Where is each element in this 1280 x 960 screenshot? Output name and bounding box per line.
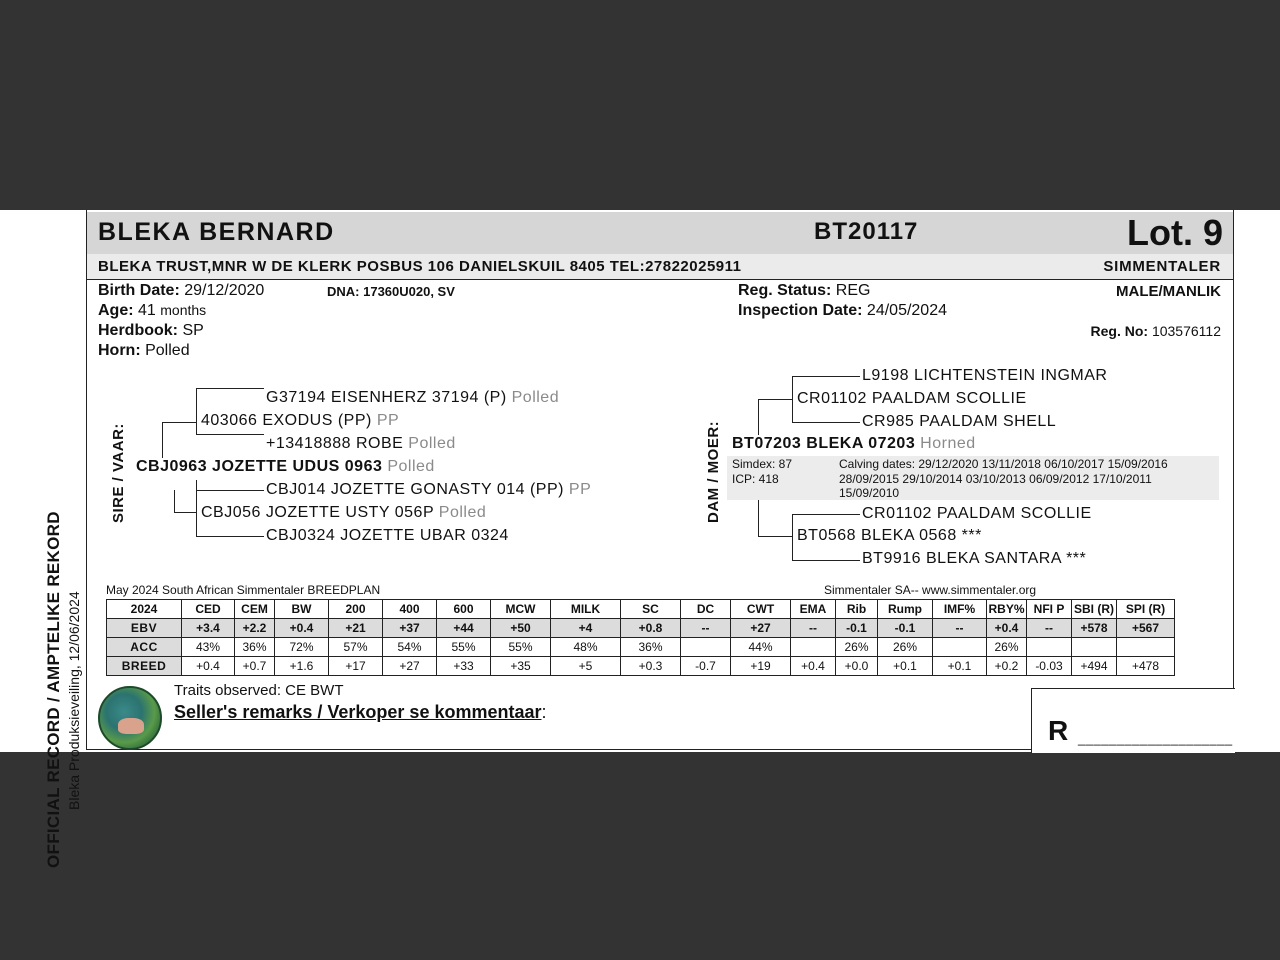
ebv-header-cell: CEM [235, 600, 275, 619]
dna-info: DNA: 17360U020, SV [327, 284, 455, 299]
ebv-header-cell: MCW [491, 600, 551, 619]
breed-name: SIMMENTALER [1103, 258, 1221, 275]
sire-sire [201, 412, 399, 430]
sire-dam [201, 504, 486, 522]
ebv-header-cell: 2024 [107, 600, 182, 619]
ebv-cell [791, 638, 836, 657]
ebv-header-cell: RBY% [987, 600, 1027, 619]
inspection-date [738, 302, 947, 320]
sire-sire-sire-horn: Polled [511, 389, 560, 406]
traits-observed: Traits observed: CE BWT [174, 682, 344, 699]
birth-date [98, 282, 264, 300]
owner-details: BLEKA TRUST,MNR W DE KLERK POSBUS 106 DANIELSKUIL 8405 TEL:27822025911 [98, 258, 742, 275]
ebv-header-cell: CED [182, 600, 235, 619]
official-record-label: OFFICIAL RECORD / AMPTELIKE REKORD [44, 511, 63, 868]
ebv-header-cell: SBI (R) [1072, 600, 1117, 619]
price-box [1031, 688, 1235, 753]
ebv-cell: +44 [437, 619, 491, 638]
dam-sire: CR01102 PAALDAM SCOLLIE [797, 390, 1027, 407]
dam-name: BT07203 BLEKA 07203 [732, 435, 916, 452]
ebv-cell: +3.4 [182, 619, 235, 638]
sire-sire-dam-horn: Polled [408, 435, 456, 452]
ebv-cell [1027, 638, 1072, 657]
sire-name: CBJ0963 JOZETTE UDUS 0963 [136, 458, 383, 475]
horn-status [98, 342, 190, 360]
inspection-date-label: Inspection Date: [738, 302, 863, 319]
ebv-header-cell: 200 [329, 600, 383, 619]
ebv-header-cell: IMF% [933, 600, 987, 619]
lot-number: Lot. 9 [1127, 212, 1223, 253]
dam-dam: BT0568 BLEKA 0568 *** [797, 527, 982, 544]
ebv-cell: +0.4 [182, 657, 235, 676]
ebv-cell: +33 [437, 657, 491, 676]
sex: MALE/MANLIK [1116, 283, 1221, 300]
ebv-cell: +35 [491, 657, 551, 676]
ebv-cell [1072, 638, 1117, 657]
ebv-cell: -- [791, 619, 836, 638]
sire-dam-name: CBJ056 JOZETTE USTY 056P [201, 504, 434, 521]
ebv-cell [933, 638, 987, 657]
ebv-cell: 26% [878, 638, 933, 657]
simmentaler-sa-logo [98, 686, 162, 750]
ebv-header-cell: SPI (R) [1117, 600, 1175, 619]
ebv-cell: +0.3 [621, 657, 681, 676]
ebv-cell [1117, 638, 1175, 657]
ebv-header-cell: EMA [791, 600, 836, 619]
reg-number-label: Reg. No: [1090, 323, 1149, 339]
ebv-cell: 72% [275, 638, 329, 657]
ebv-cell: 44% [731, 638, 791, 657]
dam-sire-sire: L9198 LICHTENSTEIN INGMAR [862, 367, 1108, 384]
ebv-cell: +50 [491, 619, 551, 638]
sire-sire-dam [266, 435, 456, 453]
age-value: 41 [138, 302, 156, 319]
ebv-cell: +0.4 [275, 619, 329, 638]
ebv-cell: 57% [329, 638, 383, 657]
reg-number-value: 103576112 [1151, 323, 1221, 339]
ebv-cell: 36% [235, 638, 275, 657]
dam-dam-sire: CR01102 PAALDAM SCOLLIE [862, 505, 1092, 522]
sale-name-date: Bleka Produksieveiling, 12/06/2024 [66, 591, 82, 810]
sire-horn: Polled [387, 458, 435, 475]
ebv-header-cell: SC [621, 600, 681, 619]
ebv-cell: 54% [383, 638, 437, 657]
ebv-cell: +21 [329, 619, 383, 638]
ebv-header-cell: 400 [383, 600, 437, 619]
ebv-cell: -0.03 [1027, 657, 1072, 676]
ebv-cell: +0.2 [987, 657, 1027, 676]
ebv-cell: +494 [1072, 657, 1117, 676]
sire-section-label: SIRE / VAAR: [110, 423, 127, 523]
ebv-cell: +0.1 [878, 657, 933, 676]
ebv-cell: +0.0 [836, 657, 878, 676]
breedplan-source: May 2024 South African Simmentaler BREEDPLAN [106, 583, 381, 597]
ebv-cell: +19 [731, 657, 791, 676]
ebv-cell: 55% [437, 638, 491, 657]
dam-performance-box [727, 456, 1219, 500]
ebv-cell: +567 [1117, 619, 1175, 638]
ebv-header-cell: 600 [437, 600, 491, 619]
ebv-cell: -- [933, 619, 987, 638]
ebv-cell: +1.6 [275, 657, 329, 676]
reg-status-value: REG [835, 282, 871, 299]
calving-dates-line-3: 15/09/2010 [839, 486, 900, 500]
sire-sire-horn: PP [376, 412, 400, 429]
inspection-date-value: 24/05/2024 [866, 302, 947, 319]
simmentaler-website: Simmentaler SA-- www.simmentaler.org [824, 583, 1037, 597]
ebv-cell: +0.4 [791, 657, 836, 676]
lot-record-card [0, 210, 1280, 868]
sire-sire-dam-name: +13418888 ROBE [266, 435, 404, 452]
ebv-cell: 43% [182, 638, 235, 657]
ebv-header-cell: Rib [836, 600, 878, 619]
ebv-cell: +0.1 [933, 657, 987, 676]
reg-status-label: Reg. Status: [738, 282, 832, 299]
dam [732, 435, 976, 453]
ebv-cell: -0.1 [836, 619, 878, 638]
calving-dates-line-1: Calving dates: 29/12/2020 13/11/2018 06/10/2017 15/09/2016 [839, 457, 1168, 471]
dam-section-label: DAM / MOER: [705, 420, 722, 523]
icp: ICP: 418 [732, 472, 779, 486]
ebv-cell: 36% [621, 638, 681, 657]
ebv-row-label: EBV [107, 619, 182, 638]
seller-remarks-colon: : [541, 702, 547, 722]
herdbook [98, 322, 204, 340]
seller-remarks [174, 702, 547, 723]
sire-sire-sire-name: G37194 EISENHERZ 37194 (P) [266, 389, 507, 406]
ebv-header-cell: CWT [731, 600, 791, 619]
herdbook-value: SP [182, 322, 204, 339]
ebv-row [107, 619, 1175, 638]
ebv-header-cell: BW [275, 600, 329, 619]
ebv-header-cell: Rump [878, 600, 933, 619]
age-label: Age: [98, 302, 134, 319]
ebv-header-cell: MILK [551, 600, 621, 619]
horn-label: Horn: [98, 342, 141, 359]
age [98, 302, 206, 320]
ebv-cell: -0.1 [878, 619, 933, 638]
ebv-cell: 26% [987, 638, 1027, 657]
price-blank: ____________________ [1078, 731, 1233, 746]
ebv-header-cell: NFI P [1027, 600, 1072, 619]
ebv-row [107, 657, 1175, 676]
reg-status [738, 282, 870, 300]
ebv-cell: +2.2 [235, 619, 275, 638]
ebv-cell: -- [681, 619, 731, 638]
ebv-cell: +478 [1117, 657, 1175, 676]
ebv-header-row [107, 600, 1175, 619]
ebv-row-label: BREED [107, 657, 182, 676]
seller-remarks-label: Seller's remarks / Verkoper se kommentaar [174, 702, 542, 722]
sire-dam-horn: Polled [438, 504, 487, 521]
animal-id-code: BT20117 [814, 218, 919, 245]
ebv-cell: +5 [551, 657, 621, 676]
owner-bar [87, 254, 1233, 280]
birth-date-label: Birth Date: [98, 282, 180, 299]
ebv-cell: 48% [551, 638, 621, 657]
ebv-table [106, 599, 1175, 676]
ebv-cell: -- [1027, 619, 1072, 638]
sire-dam-sire [266, 481, 591, 499]
animal-name: BLEKA BERNARD [98, 218, 335, 246]
ebv-row-label: ACC [107, 638, 182, 657]
reg-number [1091, 323, 1222, 339]
ebv-cell: 26% [836, 638, 878, 657]
ebv-cell: +0.7 [235, 657, 275, 676]
birth-date-value: 29/12/2020 [184, 282, 265, 299]
price-currency: R [1048, 715, 1069, 746]
age-unit: months [160, 302, 207, 318]
sire-dam-sire-name: CBJ014 JOZETTE GONASTY 014 (PP) [266, 481, 564, 498]
sire-dam-dam: CBJ0324 JOZETTE UBAR 0324 [266, 527, 509, 544]
ebv-header-cell: DC [681, 600, 731, 619]
ebv-cell: +27 [383, 657, 437, 676]
calving-dates-line-2: 28/09/2015 29/10/2014 03/10/2013 06/09/2012 17/10/2011 [839, 472, 1152, 486]
sire-sire-sire [266, 389, 559, 407]
sire-sire-name: 403066 EXODUS (PP) [201, 412, 372, 429]
ebv-cell: +578 [1072, 619, 1117, 638]
horn-value: Polled [145, 342, 190, 359]
dam-sire-dam: CR985 PAALDAM SHELL [862, 413, 1057, 430]
ebv-cell: -0.7 [681, 657, 731, 676]
sire [136, 458, 435, 476]
ebv-cell: +4 [551, 619, 621, 638]
title-bar [87, 212, 1233, 255]
ebv-cell: +27 [731, 619, 791, 638]
ebv-row [107, 638, 1175, 657]
dam-horn: Horned [920, 435, 976, 452]
ebv-cell [681, 638, 731, 657]
herdbook-label: Herdbook: [98, 322, 178, 339]
ebv-cell: +0.8 [621, 619, 681, 638]
sire-dam-sire-horn: PP [568, 481, 592, 498]
simdex: Simdex: 87 [732, 457, 793, 471]
ebv-cell: +37 [383, 619, 437, 638]
dam-dam-dam: BT9916 BLEKA SANTARA *** [862, 550, 1087, 567]
ebv-cell: +17 [329, 657, 383, 676]
ebv-cell: +0.4 [987, 619, 1027, 638]
ebv-cell: 55% [491, 638, 551, 657]
